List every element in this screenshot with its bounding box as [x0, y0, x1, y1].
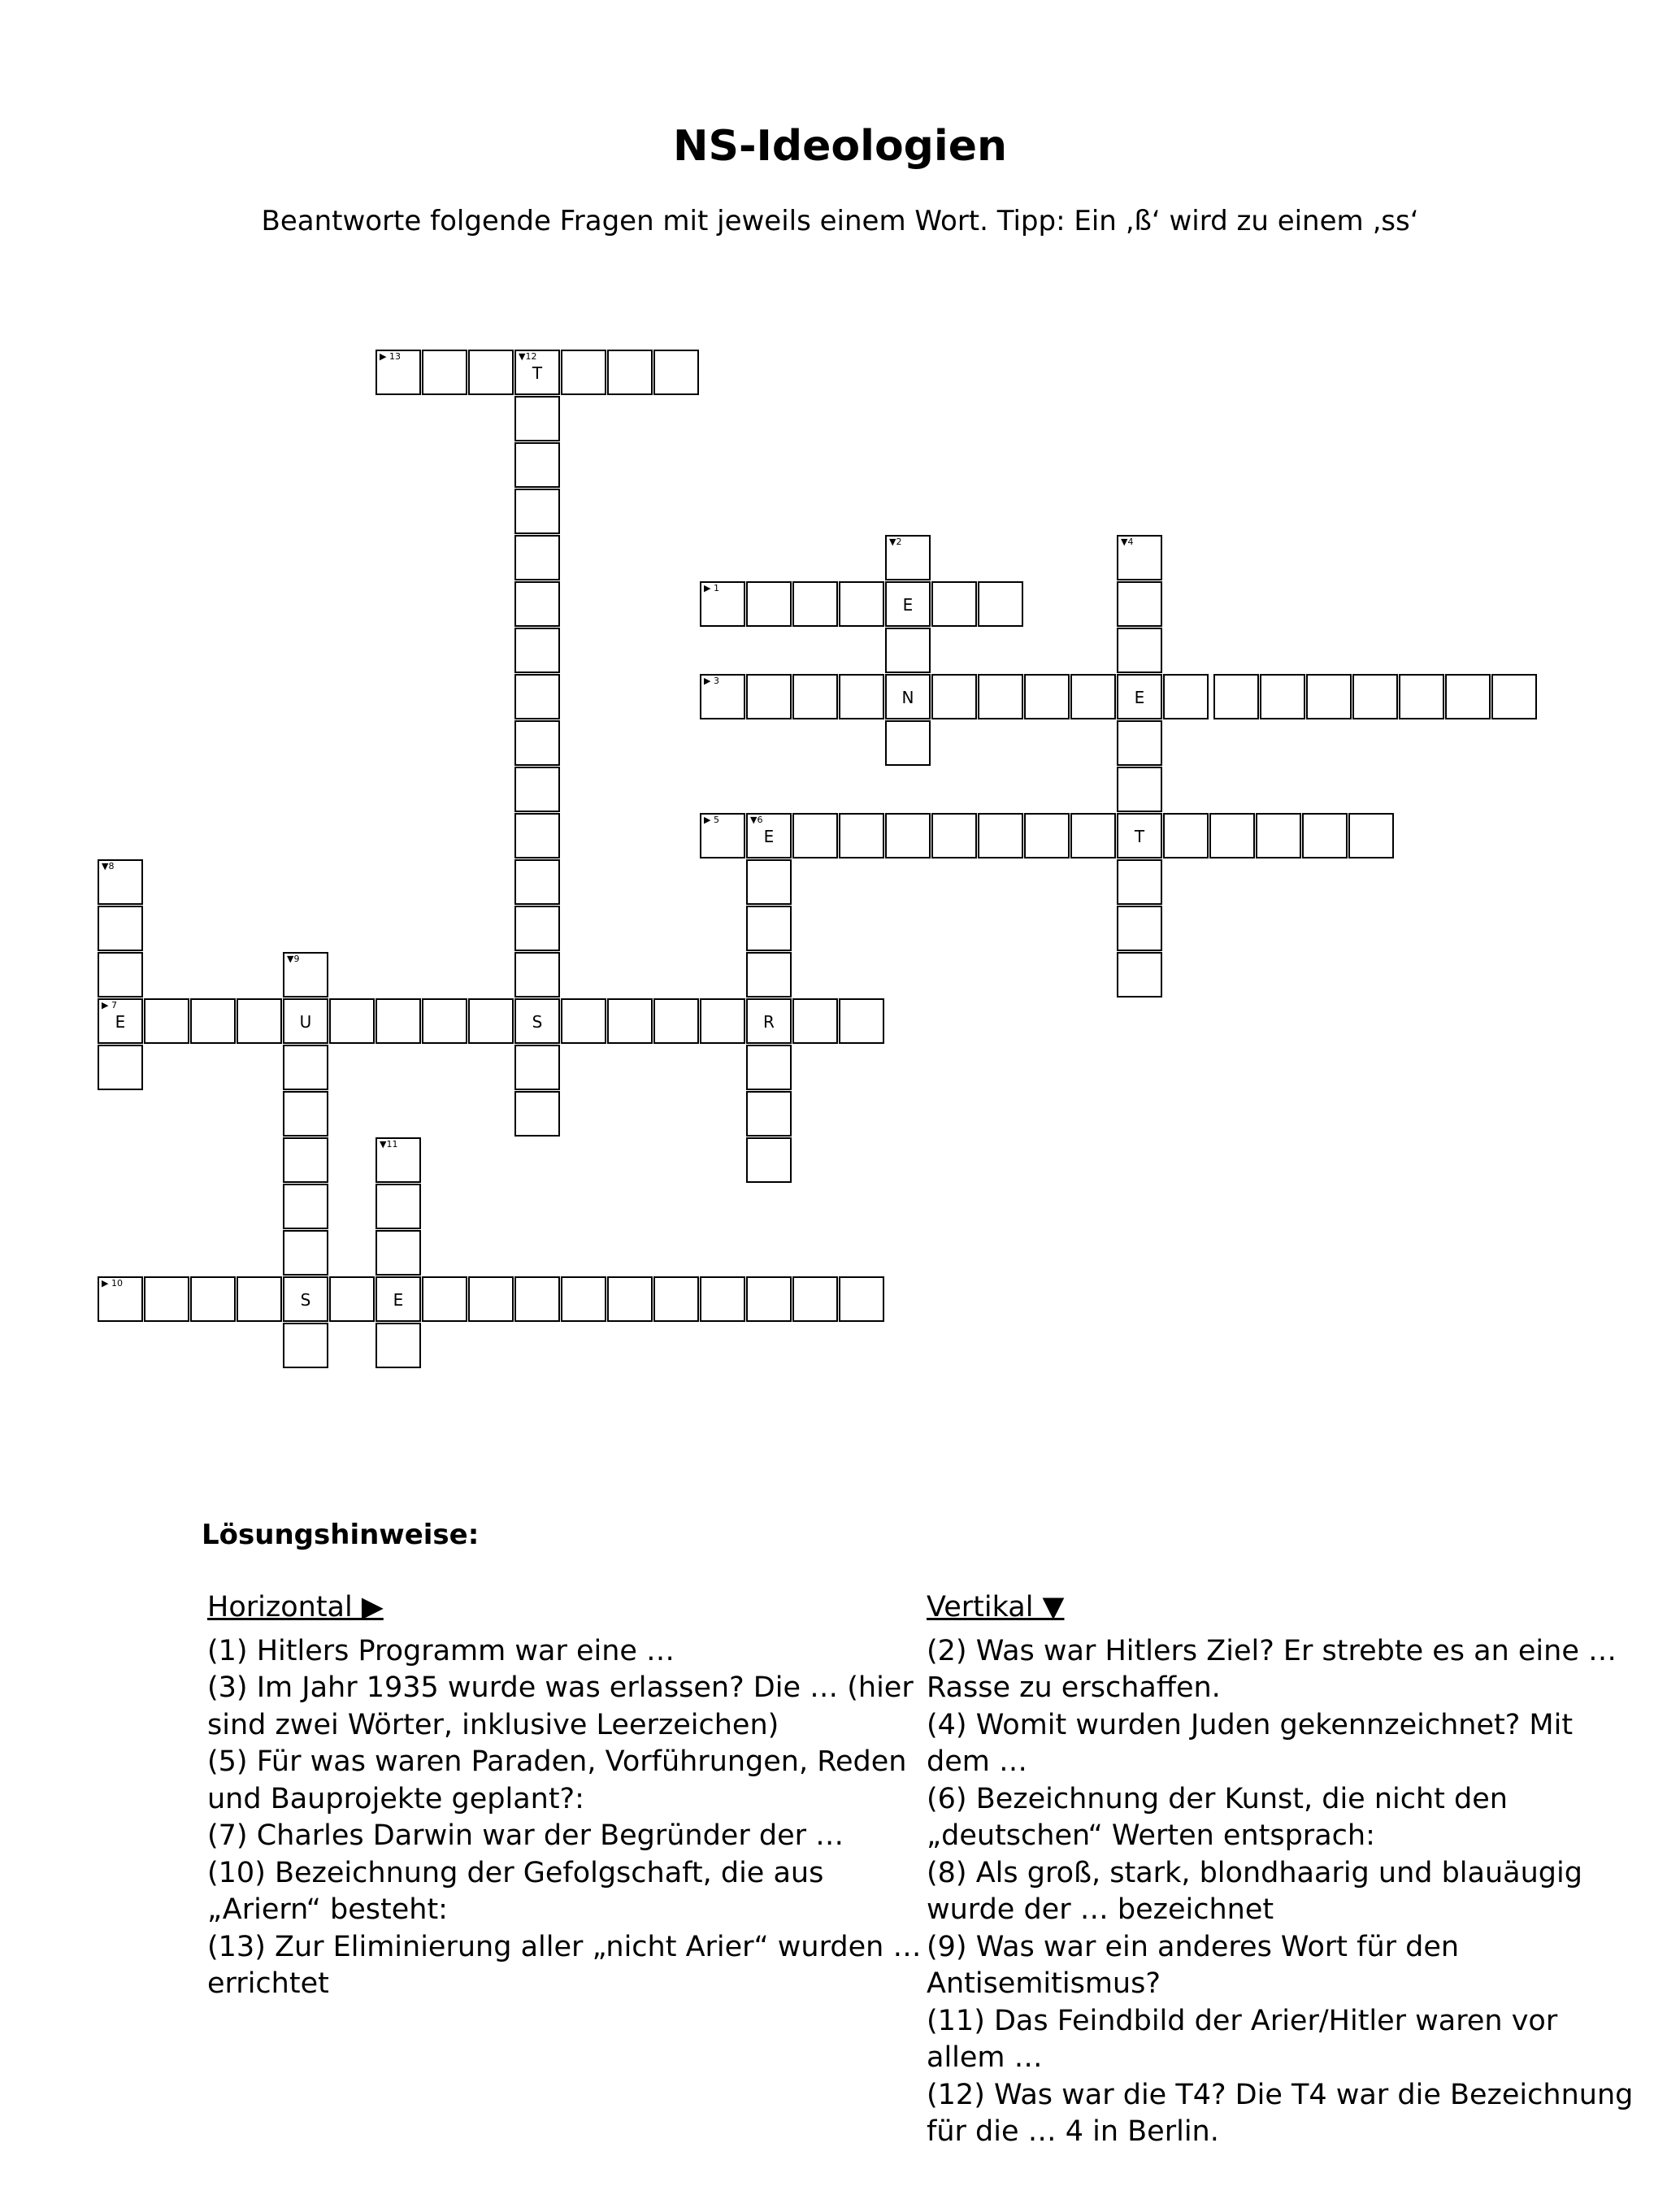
clue-horizontal-7: (7) Charles Darwin war der Begründer der … — [207, 1819, 844, 1852]
crossword-cell[interactable] — [283, 1184, 328, 1229]
crossword-cell[interactable] — [190, 998, 236, 1044]
crossword-cell[interactable] — [746, 998, 792, 1044]
crossword-cell[interactable] — [1209, 813, 1255, 858]
horizontal-clues — [207, 1589, 922, 2003]
crossword-cell[interactable] — [514, 906, 560, 951]
crossword-cell[interactable] — [1117, 906, 1162, 951]
clue-number: ▶ 10 — [102, 1278, 123, 1289]
crossword-cell[interactable] — [98, 1045, 143, 1090]
crossword-cell[interactable] — [1348, 813, 1394, 858]
crossword-cell[interactable] — [98, 906, 143, 951]
crossword-cell[interactable] — [514, 859, 560, 905]
crossword-cell[interactable] — [1117, 813, 1162, 858]
crossword-cell[interactable] — [237, 1276, 282, 1322]
crossword-cell[interactable] — [792, 674, 838, 719]
crossword-cell[interactable] — [1117, 767, 1162, 812]
crossword-cell[interactable] — [1117, 720, 1162, 766]
clue-number: ▼11 — [380, 1139, 398, 1150]
clue-number: ▼4 — [1121, 537, 1134, 547]
crossword-cell[interactable] — [422, 998, 467, 1044]
crossword-cell[interactable] — [561, 350, 606, 395]
clue-vertical-8: (8) Als groß, stark, blondhaarig und blauäugig wurde der … bezeichnet — [927, 1856, 1582, 1926]
clue-horizontal-1: (1) Hitlers Programm war eine … — [207, 1634, 675, 1667]
clue-horizontal-5: (5) Für was waren Paraden, Vorführungen, Reden und Bauprojekte geplant?: — [207, 1745, 907, 1815]
clue-horizontal-13: (13) Zur Eliminierung aller „nicht Arier“ wurden … errichtet — [207, 1930, 922, 2000]
crossword-cell[interactable] — [561, 998, 606, 1044]
crossword-cell[interactable] — [376, 1323, 421, 1368]
crossword-cell[interactable] — [746, 1137, 792, 1183]
crossword-cell[interactable] — [514, 628, 560, 673]
crossword-cell[interactable] — [514, 396, 560, 441]
crossword-cell[interactable] — [839, 813, 884, 858]
given-letter: N — [901, 688, 914, 707]
crossword-cell[interactable] — [376, 1184, 421, 1229]
clue-number: ▼12 — [519, 351, 537, 362]
crossword-cell[interactable] — [1163, 813, 1209, 858]
crossword-cell[interactable] — [283, 1230, 328, 1276]
crossword-cell[interactable] — [329, 1276, 375, 1322]
crossword-cell[interactable] — [885, 813, 931, 858]
crossword-cell[interactable] — [792, 998, 838, 1044]
crossword-cell[interactable] — [792, 813, 838, 858]
crossword-cell[interactable] — [1260, 674, 1305, 719]
crossword-cell[interactable] — [1399, 674, 1444, 719]
given-letter: R — [763, 1012, 775, 1032]
crossword-cell[interactable] — [1024, 813, 1070, 858]
crossword-cell[interactable] — [98, 952, 143, 998]
crossword-cell[interactable] — [885, 535, 931, 580]
given-letter: E — [902, 595, 914, 615]
crossword-cell[interactable] — [931, 813, 977, 858]
given-letter: S — [300, 1290, 311, 1310]
crossword-cell[interactable] — [514, 720, 560, 766]
given-letter: E — [393, 1290, 404, 1310]
crossword-cell[interactable] — [283, 998, 328, 1044]
crossword-cell[interactable] — [514, 535, 560, 580]
crossword-cell[interactable] — [1213, 674, 1259, 719]
crossword-cell[interactable] — [792, 1276, 838, 1322]
crossword-cell[interactable] — [653, 350, 699, 395]
crossword-cell[interactable] — [514, 581, 560, 627]
clue-number: ▶ 13 — [380, 351, 401, 362]
instructions: Beantworte folgende Fragen mit jeweils einem Wort. Tipp: Ein ‚ß‘ wird zu einem ‚ss‘ — [261, 205, 1419, 237]
crossword-cell[interactable] — [98, 859, 143, 905]
crossword-cell[interactable] — [283, 1323, 328, 1368]
crossword-cell[interactable] — [283, 1137, 328, 1183]
crossword-cell[interactable] — [329, 998, 375, 1044]
crossword-cell[interactable] — [839, 998, 884, 1044]
crossword-cell[interactable] — [700, 998, 745, 1044]
crossword-cell[interactable] — [1352, 674, 1398, 719]
crossword-cell[interactable] — [978, 581, 1023, 627]
clue-vertical-11: (11) Das Feindbild der Arier/Hitler waren vor allem … — [927, 2004, 1558, 2074]
crossword-cell[interactable] — [885, 674, 931, 719]
vertical-clues — [927, 1589, 1642, 2151]
crossword-cell[interactable] — [1445, 674, 1491, 719]
given-letter: T — [1134, 827, 1145, 846]
crossword-cell[interactable] — [746, 674, 792, 719]
given-letter: T — [532, 363, 543, 383]
crossword-cell[interactable] — [1302, 813, 1348, 858]
crossword-cell[interactable] — [792, 581, 838, 627]
crossword-cell[interactable] — [746, 906, 792, 951]
crossword-cell[interactable] — [514, 1045, 560, 1090]
clue-horizontal-10: (10) Bezeichnung der Gefolgschaft, die aus „Ariern“ besteht: — [207, 1856, 824, 1926]
vertical-heading: Vertikal ▼ — [927, 1591, 1065, 1623]
crossword-cell[interactable] — [1306, 674, 1352, 719]
crossword-cell[interactable] — [839, 581, 884, 627]
crossword-cell[interactable] — [607, 998, 653, 1044]
crossword-cell[interactable] — [1070, 674, 1116, 719]
crossword-cell[interactable] — [746, 813, 792, 858]
crossword-cell[interactable] — [978, 674, 1023, 719]
crossword-cell[interactable] — [1117, 581, 1162, 627]
crossword-cell[interactable] — [468, 1276, 514, 1322]
hints-heading: Lösungshinweise: — [202, 1519, 480, 1551]
crossword-cell[interactable] — [514, 813, 560, 858]
crossword-cell[interactable] — [561, 1276, 606, 1322]
crossword-cell[interactable] — [1117, 859, 1162, 905]
crossword-cell[interactable] — [283, 1045, 328, 1090]
crossword-cell[interactable] — [746, 581, 792, 627]
crossword-cell[interactable] — [1070, 813, 1116, 858]
crossword-cell[interactable] — [514, 998, 560, 1044]
crossword-cell[interactable] — [376, 1137, 421, 1183]
clue-number: ▶ 1 — [704, 583, 719, 593]
crossword-cell[interactable] — [190, 1276, 236, 1322]
crossword-cell[interactable] — [1024, 674, 1070, 719]
crossword-cell[interactable] — [376, 350, 421, 395]
crossword-cell[interactable] — [746, 859, 792, 905]
clue-vertical-2: (2) Was war Hitlers Ziel? Er strebte es an eine … Rasse zu erschaffen. — [927, 1634, 1617, 1704]
crossword-cell[interactable] — [746, 1276, 792, 1322]
clue-number: ▼6 — [750, 815, 763, 825]
crossword-cell[interactable] — [885, 628, 931, 673]
crossword-cell[interactable] — [514, 350, 560, 395]
crossword-cell[interactable] — [376, 1276, 421, 1322]
crossword-cell[interactable] — [885, 720, 931, 766]
clue-vertical-9: (9) Was war ein anderes Wort für den Antisemitismus? — [927, 1930, 1460, 2000]
clue-number: ▶ 5 — [704, 815, 719, 825]
crossword-cell[interactable] — [885, 581, 931, 627]
crossword-cell[interactable] — [422, 1276, 467, 1322]
crossword-cell[interactable] — [144, 1276, 189, 1322]
crossword-cell[interactable] — [931, 674, 977, 719]
crossword-cell[interactable] — [1491, 674, 1537, 719]
given-letter: E — [115, 1012, 126, 1032]
clue-number: ▼8 — [102, 861, 115, 871]
crossword-cell[interactable] — [283, 1276, 328, 1322]
crossword-cell[interactable] — [978, 813, 1023, 858]
clue-horizontal-3: (3) Im Jahr 1935 wurde was erlassen? Die … (hier sind zwei Wörter, inklusive Leerzeichen) — [207, 1671, 914, 1741]
crossword-cell[interactable] — [746, 952, 792, 998]
crossword-cell[interactable] — [468, 998, 514, 1044]
crossword-cell[interactable] — [422, 350, 467, 395]
horizontal-heading: Horizontal ▶ — [207, 1591, 384, 1623]
crossword-cell[interactable] — [931, 581, 977, 627]
crossword-cell[interactable] — [514, 952, 560, 998]
crossword-cell[interactable] — [283, 1091, 328, 1137]
crossword-cell[interactable] — [283, 952, 328, 998]
crossword-cell[interactable] — [237, 998, 282, 1044]
crossword-cell[interactable] — [1117, 674, 1162, 719]
crossword-cell[interactable] — [514, 1276, 560, 1322]
crossword-cell[interactable] — [514, 489, 560, 534]
clue-vertical-6: (6) Bezeichnung der Kunst, die nicht den „deutschen“ Werten entsprach: — [927, 1782, 1508, 1852]
given-letter: E — [763, 827, 775, 846]
crossword-cell[interactable] — [700, 813, 745, 858]
crossword-cell[interactable] — [746, 1091, 792, 1137]
given-letter: U — [299, 1012, 312, 1032]
crossword-cell[interactable] — [98, 998, 143, 1044]
crossword-cell[interactable] — [376, 1230, 421, 1276]
crossword-cell[interactable] — [514, 442, 560, 488]
crossword-cell[interactable] — [514, 767, 560, 812]
clue-number: ▼9 — [287, 954, 300, 964]
crossword-cell[interactable] — [1117, 952, 1162, 998]
crossword-cell[interactable] — [700, 674, 745, 719]
crossword-cell[interactable] — [839, 1276, 884, 1322]
clue-number: ▼2 — [889, 537, 902, 547]
crossword-cell[interactable] — [1256, 813, 1301, 858]
clue-number: ▶ 3 — [704, 676, 719, 686]
clue-vertical-12: (12) Was war die T4? Die T4 war die Bezeichnung für die … 4 in Berlin. — [927, 2078, 1634, 2148]
crossword-cell[interactable] — [746, 1045, 792, 1090]
crossword-cell[interactable] — [700, 581, 745, 627]
crossword-cell[interactable] — [700, 1276, 745, 1322]
crossword-cell[interactable] — [1117, 535, 1162, 580]
crossword-cell[interactable] — [98, 1276, 143, 1322]
crossword-cell[interactable] — [514, 674, 560, 719]
crossword-cell[interactable] — [514, 1091, 560, 1137]
crossword-cell[interactable] — [653, 998, 699, 1044]
crossword-cell[interactable] — [1117, 628, 1162, 673]
crossword-cell[interactable] — [607, 350, 653, 395]
page-title: NS-Ideologien — [673, 122, 1007, 171]
given-letter: S — [532, 1012, 543, 1032]
crossword-cell[interactable] — [376, 998, 421, 1044]
crossword-cell[interactable] — [1163, 674, 1209, 719]
crossword-cell[interactable] — [468, 350, 514, 395]
crossword-cell[interactable] — [607, 1276, 653, 1322]
given-letter: E — [1134, 688, 1145, 707]
clue-number: ▶ 7 — [102, 1000, 117, 1011]
crossword-cell[interactable] — [144, 998, 189, 1044]
clue-vertical-4: (4) Womit wurden Juden gekennzeichnet? Mit dem … — [927, 1708, 1574, 1778]
crossword-cell[interactable] — [653, 1276, 699, 1322]
crossword-cell[interactable] — [839, 674, 884, 719]
